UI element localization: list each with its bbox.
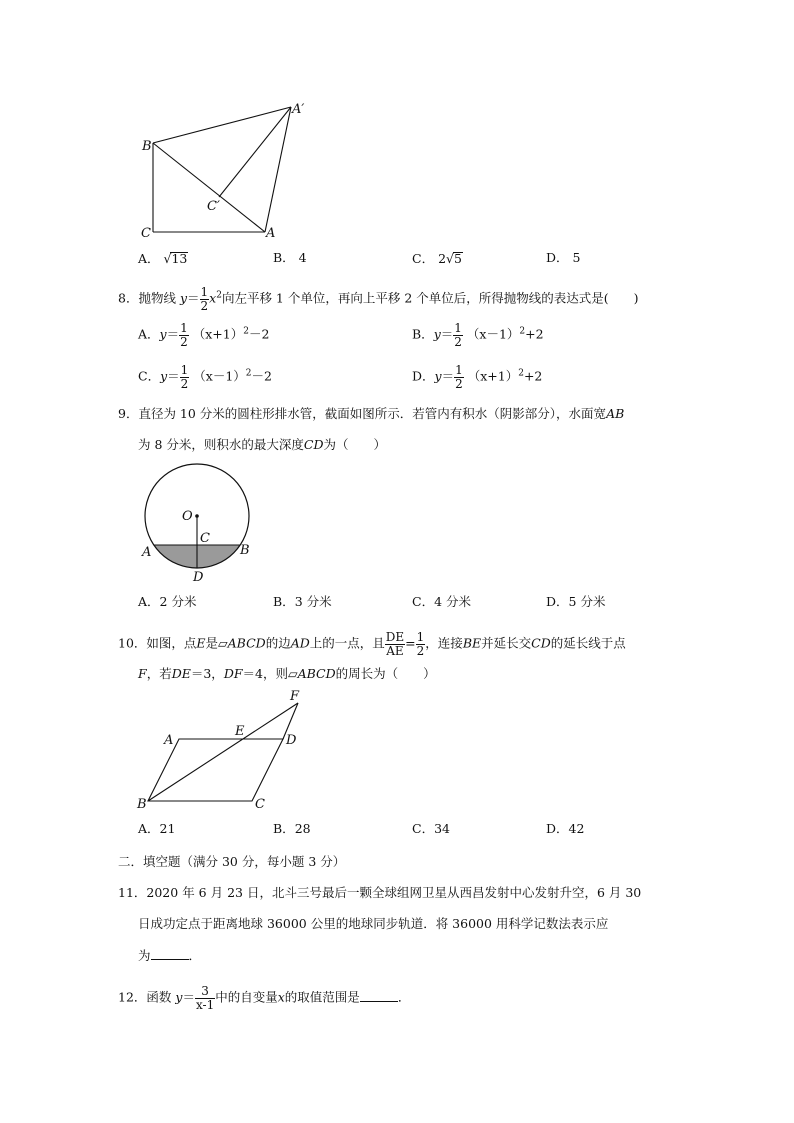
answer-blank[interactable] [151, 949, 189, 960]
sqrt-sign: √ [163, 251, 172, 266]
label-o: O [182, 509, 193, 524]
q8-option-b: B．y＝ $\frac{1}{2}$ $(x-1)^2+2$ [412, 321, 544, 349]
label-c: C [141, 226, 151, 241]
q9-option-d: D．5 分米 [546, 594, 606, 609]
label-a: A [164, 733, 174, 748]
label-c: C [255, 797, 265, 812]
label-c: C [200, 531, 210, 546]
label-f: F [290, 689, 300, 704]
q8-stem: 8．抛物线 y＝ $\frac{1}{2}$ $x^2$向左平移 1 个单位，再向上平移 2 个单位后，所得抛物线的表达式是( ) [118, 285, 639, 313]
q9-stem-line1: 9．直径为 10 分米的圆柱形排水管，截面如图所示．若管内有积水（阴影部分），水面宽AB [118, 406, 625, 421]
q10-option-d: D．42 [546, 821, 585, 836]
q8-option-a: A．y＝ $\frac{1}{2}$ $(x+1)^2-2$ [138, 321, 270, 349]
label-a: A [142, 545, 152, 560]
q11-line3: 为 ． [138, 948, 202, 963]
q9-option-a: A．2 分米 [138, 594, 197, 609]
label-b: B [142, 139, 152, 154]
q7-option-a: A． √13 [138, 251, 188, 266]
q12-stem: 12．函数 y＝ $\frac{3}{x-1}$ 中的自变量x的取值范围是 ． [118, 984, 411, 1012]
label-d: D [193, 570, 204, 585]
sqrt-sign: √ [446, 251, 454, 266]
label-d: D [286, 733, 297, 748]
label-b: B [240, 543, 250, 558]
q11-line2: 日成功定点于距离地球 36000 公里的地球同步轨道．将 36000 用科学记数法表示应 [138, 916, 609, 931]
q9-option-b: B．3 分米 [273, 594, 332, 609]
label-a-prime: A′ [292, 102, 305, 117]
q7-option-d: D． 5 [546, 250, 581, 265]
label-c-prime: C′ [207, 199, 220, 214]
label-b: B [137, 797, 147, 812]
q9-stem-line2: 为 8 分米，则积水的最大深度CD为（ ） [138, 437, 387, 452]
label-a: A [266, 226, 276, 241]
q7-option-b: B． 4 [273, 250, 307, 265]
answer-blank[interactable] [360, 991, 398, 1002]
q10-stem-line1: 10．如图，点E是▱ABCD的边AD上的一点，且 $\frac{DE}{AE}$ = $\frac{1}{2}$ ，连接BE并延长交CD的延长线于点 [118, 630, 626, 658]
label-e: E [235, 724, 245, 739]
q7-option-c: C． 2√5 [412, 251, 462, 266]
q8-option-d: D．y＝ $\frac{1}{2}$ $(x+1)^2+2$ [412, 363, 543, 391]
q8-option-c: C．y＝ $\frac{1}{2}$ $(x-1)^2-2$ [138, 363, 272, 391]
q10-option-b: B．28 [273, 821, 311, 836]
section-title: 二．填空题（满分 30 分，每小题 3 分） [118, 854, 346, 869]
q10-option-a: A．21 [138, 821, 176, 836]
q10-option-c: C．34 [412, 821, 450, 836]
q10-stem-line2: F，若DE＝3，DF＝4，则▱ABCD的周长为（ ） [138, 666, 436, 681]
q9-option-c: C．4 分米 [412, 594, 472, 609]
q11-line1: 11．2020 年 6 月 23 日，北斗三号最后一颗全球组网卫星从西昌发射中心发射升空，6 月 30 [118, 885, 642, 900]
